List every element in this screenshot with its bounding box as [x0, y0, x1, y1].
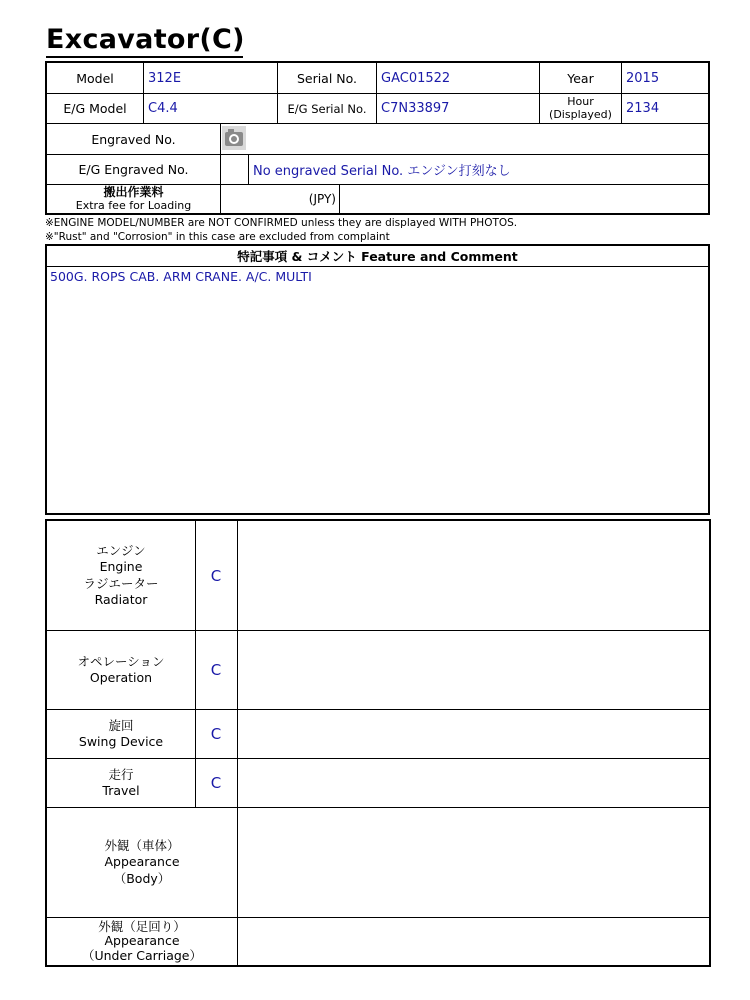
hour-label-line: (Displayed): [549, 107, 612, 121]
loading-fee-label-en: Extra fee for Loading: [75, 199, 192, 212]
inspection-grade: C: [195, 521, 238, 630]
page-title: Excavator(C): [46, 24, 245, 55]
inspection-row-operation: [47, 631, 709, 710]
inspection-grade: C: [195, 710, 238, 758]
eg-serial-label: E/G Serial No.: [287, 101, 367, 116]
inspection-row-appearance-undercarriage: [47, 918, 709, 965]
inspection-grade: C: [195, 631, 238, 709]
inspection-label: [47, 808, 238, 917]
comment-text: 500G. ROPS CAB. ARM CRANE. A/C. MULTI: [50, 269, 312, 284]
label-line: オペレーション: [77, 653, 165, 669]
vehicle-info-table: [45, 61, 710, 215]
inspection-row-swing: [47, 710, 709, 759]
loading-fee-unit: (JPY): [308, 192, 336, 206]
hour-value: 2134: [626, 101, 660, 116]
inspection-row-appearance-body: [47, 808, 709, 918]
year-label: Year: [567, 70, 594, 86]
disclaimer-engine: ※ENGINE MODEL/NUMBER are NOT CONFIRMED unless they are displayed WITH PHOTOS.: [45, 217, 518, 229]
serial-label: Serial No.: [296, 70, 358, 86]
col-divider: [339, 184, 340, 214]
inspection-row-travel: [47, 759, 709, 808]
label-line: 外観（車体）: [104, 837, 180, 853]
label-line: エンジン: [96, 542, 146, 558]
eg-model-value: C4.4: [148, 101, 178, 116]
loading-fee-label-jp: 搬出作業料: [103, 185, 164, 199]
label-line: （Body）: [113, 870, 171, 886]
label-line: Appearance: [104, 933, 180, 949]
comment-box: [45, 244, 710, 515]
label-line: Swing Device: [78, 734, 164, 749]
model-value: 312E: [148, 70, 182, 86]
inspection-grade: C: [195, 759, 238, 807]
eg-serial-value: C7N33897: [381, 101, 450, 116]
label-line: Radiator: [94, 592, 148, 607]
label-line: Operation: [89, 670, 153, 685]
label-line: 走行: [108, 766, 134, 782]
hour-label-line: Hour: [567, 95, 594, 108]
disclaimer-rust: ※"Rust" and "Corrosion" in this case are excluded from complaint: [45, 231, 390, 243]
label-line: Engine: [99, 559, 143, 574]
comment-header: 特記事項 & コメント Feature and Comment: [47, 246, 708, 267]
label-line: Appearance: [104, 854, 180, 870]
eg-model-label: E/G Model: [63, 101, 127, 116]
eg-engraved-value: No engraved Serial No. エンジン打刻なし: [253, 164, 511, 179]
title-underline: [46, 56, 243, 58]
loading-fee-label: [47, 185, 220, 213]
label-line: （Under Carriage）: [81, 947, 202, 963]
label-line: Travel: [102, 783, 140, 798]
camera-icon[interactable]: [222, 126, 246, 150]
inspection-row-engine: [47, 521, 709, 631]
inspection-table: [45, 519, 711, 967]
inspection-label: [47, 631, 196, 709]
year-value: 2015: [626, 70, 660, 86]
model-label: Model: [76, 70, 114, 86]
inspection-label: [47, 918, 238, 965]
inspection-label: [47, 759, 196, 807]
label-line: 外観（足回り）: [98, 918, 186, 934]
engraved-label: Engraved No.: [91, 131, 176, 147]
serial-value: GAC01522: [381, 70, 451, 86]
inspection-label: [47, 710, 196, 758]
label-line: 旋回: [108, 717, 134, 733]
hour-label: [540, 94, 621, 123]
label-line: ラジエーター: [83, 575, 159, 591]
eg-engraved-label: E/G Engraved No.: [78, 162, 189, 177]
inspection-label: [47, 521, 196, 630]
